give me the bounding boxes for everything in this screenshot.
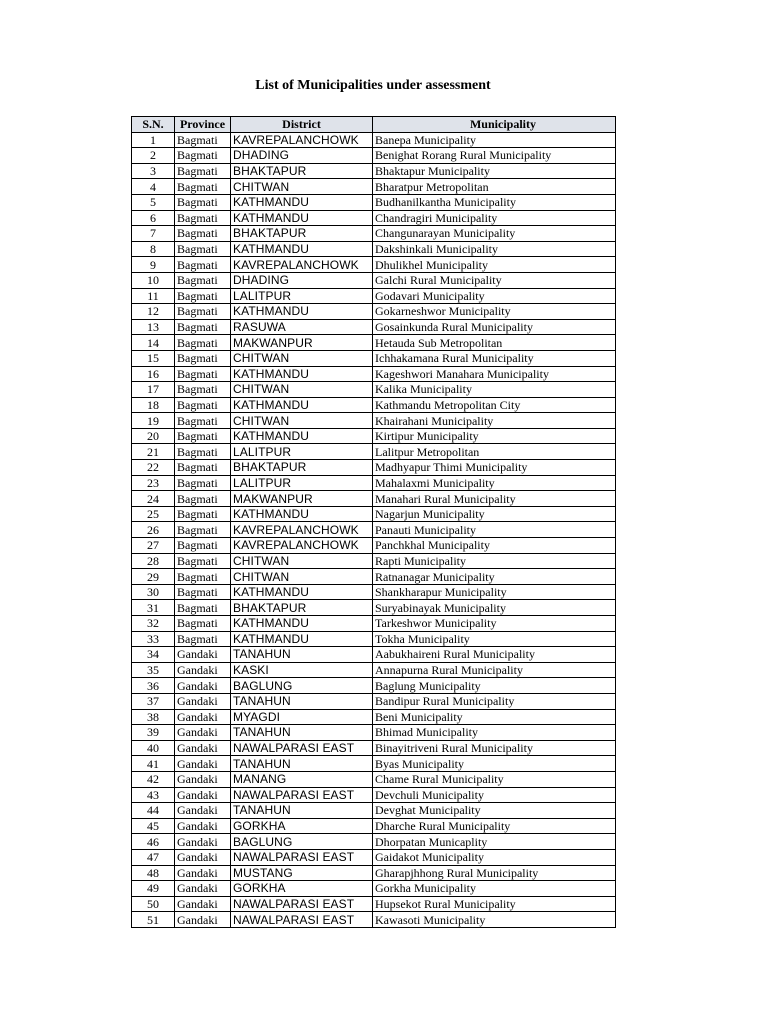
cell-district: DHADING (231, 272, 373, 288)
cell-municipality: Panauti Municipality (373, 522, 616, 538)
cell-sn: 12 (132, 304, 175, 320)
table-row (132, 740, 616, 756)
cell-district: KATHMANDU (231, 304, 373, 320)
cell-province: Bagmati (175, 475, 231, 491)
cell-municipality: Mahalaxmi Municipality (373, 475, 616, 491)
cell-sn: 33 (132, 631, 175, 647)
cell-province: Bagmati (175, 538, 231, 554)
cell-district: NAWALPARASI EAST (231, 787, 373, 803)
cell-province: Bagmati (175, 522, 231, 538)
cell-sn: 6 (132, 210, 175, 226)
cell-municipality: Kageshwori Manahara Municipality (373, 366, 616, 382)
cell-district: KAVREPALANCHOWK (231, 538, 373, 554)
cell-municipality: Chandragiri Municipality (373, 210, 616, 226)
table-row (132, 444, 616, 460)
cell-sn: 44 (132, 803, 175, 819)
cell-sn: 46 (132, 834, 175, 850)
cell-sn: 43 (132, 787, 175, 803)
cell-province: Bagmati (175, 210, 231, 226)
cell-sn: 48 (132, 865, 175, 881)
cell-municipality: Kawasoti Municipality (373, 912, 616, 928)
cell-municipality: Tarkeshwor Municipality (373, 616, 616, 632)
cell-district: LALITPUR (231, 288, 373, 304)
cell-sn: 3 (132, 163, 175, 179)
cell-province: Gandaki (175, 771, 231, 787)
cell-district: GORKHA (231, 881, 373, 897)
table-row (132, 600, 616, 616)
table-row (132, 771, 616, 787)
cell-province: Bagmati (175, 506, 231, 522)
cell-municipality: Bharatpur Metropolitan (373, 179, 616, 195)
cell-sn: 1 (132, 132, 175, 148)
cell-sn: 24 (132, 491, 175, 507)
cell-district: TANAHUN (231, 725, 373, 741)
cell-sn: 10 (132, 272, 175, 288)
table-row (132, 756, 616, 772)
cell-district: KATHMANDU (231, 194, 373, 210)
cell-municipality: Suryabinayak Municipality (373, 600, 616, 616)
cell-sn: 8 (132, 241, 175, 257)
cell-district: NAWALPARASI EAST (231, 849, 373, 865)
cell-province: Bagmati (175, 413, 231, 429)
cell-municipality: Chame Rural Municipality (373, 771, 616, 787)
table-row (132, 475, 616, 491)
cell-sn: 23 (132, 475, 175, 491)
table-row (132, 163, 616, 179)
column-header-district: District (231, 117, 373, 133)
cell-province: Gandaki (175, 803, 231, 819)
cell-municipality: Dhorpatan Municaplity (373, 834, 616, 850)
table-row (132, 647, 616, 663)
table-row (132, 834, 616, 850)
cell-sn: 45 (132, 818, 175, 834)
cell-district: TANAHUN (231, 803, 373, 819)
cell-municipality: Kathmandu Metropolitan City (373, 397, 616, 413)
document-title: List of Municipalities under assessment (255, 78, 491, 93)
cell-province: Gandaki (175, 693, 231, 709)
cell-district: KATHMANDU (231, 631, 373, 647)
cell-province: Gandaki (175, 849, 231, 865)
cell-district: KAVREPALANCHOWK (231, 132, 373, 148)
cell-municipality: Byas Municipality (373, 756, 616, 772)
column-header-municipality: Municipality (373, 117, 616, 133)
cell-district: MYAGDI (231, 709, 373, 725)
cell-sn: 19 (132, 413, 175, 429)
cell-sn: 22 (132, 460, 175, 476)
cell-district: CHITWAN (231, 413, 373, 429)
table-row (132, 725, 616, 741)
table-row (132, 366, 616, 382)
cell-sn: 5 (132, 194, 175, 210)
cell-district: KATHMANDU (231, 397, 373, 413)
cell-municipality: Dakshinkali Municipality (373, 241, 616, 257)
table-row (132, 288, 616, 304)
cell-district: BHAKTAPUR (231, 460, 373, 476)
cell-province: Bagmati (175, 288, 231, 304)
cell-province: Gandaki (175, 818, 231, 834)
cell-sn: 38 (132, 709, 175, 725)
cell-municipality: Godavari Municipality (373, 288, 616, 304)
cell-sn: 25 (132, 506, 175, 522)
cell-sn: 34 (132, 647, 175, 663)
cell-district: TANAHUN (231, 647, 373, 663)
cell-province: Bagmati (175, 366, 231, 382)
cell-sn: 31 (132, 600, 175, 616)
cell-district: CHITWAN (231, 382, 373, 398)
cell-sn: 2 (132, 148, 175, 164)
cell-municipality: Tokha Municipality (373, 631, 616, 647)
cell-province: Bagmati (175, 460, 231, 476)
cell-municipality: Baglung Municipality (373, 678, 616, 694)
cell-province: Bagmati (175, 335, 231, 351)
cell-district: KATHMANDU (231, 241, 373, 257)
table-row (132, 148, 616, 164)
cell-district: BAGLUNG (231, 834, 373, 850)
table-row (132, 709, 616, 725)
cell-sn: 4 (132, 179, 175, 195)
cell-district: CHITWAN (231, 179, 373, 195)
cell-district: LALITPUR (231, 475, 373, 491)
table-body (132, 132, 616, 927)
cell-province: Gandaki (175, 725, 231, 741)
cell-district: GORKHA (231, 818, 373, 834)
table-row (132, 569, 616, 585)
cell-district: KATHMANDU (231, 428, 373, 444)
table-row (132, 460, 616, 476)
cell-district: TANAHUN (231, 756, 373, 772)
cell-district: KATHMANDU (231, 506, 373, 522)
cell-district: TANAHUN (231, 693, 373, 709)
cell-province: Bagmati (175, 132, 231, 148)
cell-sn: 9 (132, 257, 175, 273)
table-row (132, 506, 616, 522)
table-row (132, 304, 616, 320)
cell-municipality: Budhanilkantha Municipality (373, 194, 616, 210)
cell-municipality: Annapurna Rural Municipality (373, 662, 616, 678)
cell-province: Bagmati (175, 148, 231, 164)
cell-province: Bagmati (175, 257, 231, 273)
column-header-sn: S.N. (132, 117, 175, 133)
cell-district: DHADING (231, 148, 373, 164)
cell-sn: 37 (132, 693, 175, 709)
cell-district: MANANG (231, 771, 373, 787)
cell-municipality: Beni Municipality (373, 709, 616, 725)
cell-sn: 27 (132, 538, 175, 554)
cell-province: Bagmati (175, 631, 231, 647)
cell-municipality: Kirtipur Municipality (373, 428, 616, 444)
table-row (132, 179, 616, 195)
cell-municipality: Devchuli Municipality (373, 787, 616, 803)
table-row (132, 865, 616, 881)
cell-province: Bagmati (175, 382, 231, 398)
cell-district: KAVREPALANCHOWK (231, 257, 373, 273)
cell-sn: 36 (132, 678, 175, 694)
cell-municipality: Rapti Municipality (373, 553, 616, 569)
cell-province: Gandaki (175, 647, 231, 663)
table-row (132, 319, 616, 335)
table-row (132, 849, 616, 865)
cell-sn: 26 (132, 522, 175, 538)
cell-municipality: Madhyapur Thimi Municipality (373, 460, 616, 476)
cell-municipality: Hetauda Sub Metropolitan (373, 335, 616, 351)
cell-sn: 30 (132, 584, 175, 600)
cell-province: Bagmati (175, 350, 231, 366)
table-row (132, 397, 616, 413)
table-row (132, 896, 616, 912)
cell-district: LALITPUR (231, 444, 373, 460)
cell-province: Bagmati (175, 444, 231, 460)
cell-province: Gandaki (175, 881, 231, 897)
cell-province: Bagmati (175, 179, 231, 195)
cell-district: NAWALPARASI EAST (231, 896, 373, 912)
cell-district: KASKI (231, 662, 373, 678)
cell-sn: 29 (132, 569, 175, 585)
cell-district: BHAKTAPUR (231, 163, 373, 179)
cell-municipality: Lalitpur Metropolitan (373, 444, 616, 460)
cell-province: Bagmati (175, 304, 231, 320)
cell-district: KATHMANDU (231, 366, 373, 382)
table-row (132, 194, 616, 210)
table-row (132, 413, 616, 429)
header-row (132, 117, 616, 133)
cell-municipality: Gaidakot Municipality (373, 849, 616, 865)
cell-municipality: Bhaktapur Municipality (373, 163, 616, 179)
cell-municipality: Dharche Rural Municipality (373, 818, 616, 834)
cell-municipality: Khairahani Municipality (373, 413, 616, 429)
table-row (132, 272, 616, 288)
cell-district: KATHMANDU (231, 210, 373, 226)
cell-province: Bagmati (175, 428, 231, 444)
table-row (132, 428, 616, 444)
cell-municipality: Changunarayan Municipality (373, 226, 616, 242)
cell-municipality: Gharapjhhong Rural Municipality (373, 865, 616, 881)
cell-district: MUSTANG (231, 865, 373, 881)
cell-province: Bagmati (175, 226, 231, 242)
cell-sn: 50 (132, 896, 175, 912)
table-row (132, 803, 616, 819)
cell-sn: 32 (132, 616, 175, 632)
cell-sn: 28 (132, 553, 175, 569)
cell-district: CHITWAN (231, 350, 373, 366)
cell-municipality: Binayitriveni Rural Municipality (373, 740, 616, 756)
cell-province: Gandaki (175, 709, 231, 725)
cell-municipality: Bhimad Municipality (373, 725, 616, 741)
cell-sn: 20 (132, 428, 175, 444)
cell-district: NAWALPARASI EAST (231, 912, 373, 928)
cell-municipality: Benighat Rorang Rural Municipality (373, 148, 616, 164)
cell-sn: 35 (132, 662, 175, 678)
cell-municipality: Kalika Municipality (373, 382, 616, 398)
cell-sn: 39 (132, 725, 175, 741)
table-row (132, 818, 616, 834)
cell-sn: 51 (132, 912, 175, 928)
table-row (132, 553, 616, 569)
table-row (132, 693, 616, 709)
cell-province: Bagmati (175, 600, 231, 616)
cell-sn: 41 (132, 756, 175, 772)
table-row (132, 787, 616, 803)
table-row (132, 350, 616, 366)
cell-province: Bagmati (175, 491, 231, 507)
cell-sn: 16 (132, 366, 175, 382)
table-row (132, 631, 616, 647)
table-row (132, 382, 616, 398)
cell-municipality: Banepa Municipality (373, 132, 616, 148)
cell-province: Gandaki (175, 865, 231, 881)
cell-district: RASUWA (231, 319, 373, 335)
cell-province: Gandaki (175, 740, 231, 756)
table-row (132, 662, 616, 678)
cell-sn: 18 (132, 397, 175, 413)
cell-district: MAKWANPUR (231, 335, 373, 351)
table-row (132, 678, 616, 694)
cell-sn: 49 (132, 881, 175, 897)
cell-sn: 11 (132, 288, 175, 304)
table-row (132, 210, 616, 226)
cell-sn: 13 (132, 319, 175, 335)
cell-province: Bagmati (175, 553, 231, 569)
cell-municipality: Gorkha Municipality (373, 881, 616, 897)
cell-sn: 40 (132, 740, 175, 756)
table-row (132, 241, 616, 257)
cell-district: BHAKTAPUR (231, 600, 373, 616)
cell-district: MAKWANPUR (231, 491, 373, 507)
cell-sn: 47 (132, 849, 175, 865)
cell-municipality: Manahari Rural Municipality (373, 491, 616, 507)
cell-province: Gandaki (175, 896, 231, 912)
municipality-table (131, 116, 616, 928)
cell-province: Gandaki (175, 834, 231, 850)
table-row (132, 132, 616, 148)
cell-district: KAVREPALANCHOWK (231, 522, 373, 538)
cell-municipality: Bandipur Rural Municipality (373, 693, 616, 709)
cell-province: Gandaki (175, 787, 231, 803)
table-row (132, 584, 616, 600)
cell-sn: 17 (132, 382, 175, 398)
cell-province: Bagmati (175, 241, 231, 257)
cell-municipality: Shankharapur Municipality (373, 584, 616, 600)
cell-sn: 21 (132, 444, 175, 460)
cell-municipality: Ratnanagar Municipality (373, 569, 616, 585)
cell-municipality: Aabukhaireni Rural Municipality (373, 647, 616, 663)
cell-municipality: Panchkhal Municipality (373, 538, 616, 554)
table-row (132, 616, 616, 632)
cell-province: Bagmati (175, 569, 231, 585)
cell-province: Bagmati (175, 584, 231, 600)
cell-province: Gandaki (175, 912, 231, 928)
cell-municipality: Hupsekot Rural Municipality (373, 896, 616, 912)
cell-sn: 7 (132, 226, 175, 242)
column-header-province: Province (175, 117, 231, 133)
table-row (132, 335, 616, 351)
cell-province: Bagmati (175, 616, 231, 632)
cell-municipality: Galchi Rural Municipality (373, 272, 616, 288)
cell-municipality: Gosainkunda Rural Municipality (373, 319, 616, 335)
cell-province: Bagmati (175, 194, 231, 210)
cell-sn: 42 (132, 771, 175, 787)
cell-municipality: Gokarneshwor Municipality (373, 304, 616, 320)
table-row (132, 881, 616, 897)
table-header (132, 117, 616, 133)
cell-province: Bagmati (175, 319, 231, 335)
cell-district: CHITWAN (231, 569, 373, 585)
cell-province: Bagmati (175, 163, 231, 179)
cell-province: Bagmati (175, 397, 231, 413)
table-row (132, 538, 616, 554)
cell-district: BHAKTAPUR (231, 226, 373, 242)
table-row (132, 912, 616, 928)
table-row (132, 491, 616, 507)
cell-municipality: Dhulikhel Municipality (373, 257, 616, 273)
cell-district: KATHMANDU (231, 616, 373, 632)
table-row (132, 257, 616, 273)
cell-district: CHITWAN (231, 553, 373, 569)
cell-district: NAWALPARASI EAST (231, 740, 373, 756)
cell-province: Gandaki (175, 662, 231, 678)
table-row (132, 522, 616, 538)
cell-municipality: Ichhakamana Rural Municipality (373, 350, 616, 366)
cell-district: BAGLUNG (231, 678, 373, 694)
cell-province: Gandaki (175, 678, 231, 694)
cell-sn: 14 (132, 335, 175, 351)
cell-municipality: Nagarjun Municipality (373, 506, 616, 522)
cell-province: Gandaki (175, 756, 231, 772)
cell-sn: 15 (132, 350, 175, 366)
cell-district: KATHMANDU (231, 584, 373, 600)
cell-municipality: Devghat Municipality (373, 803, 616, 819)
cell-province: Bagmati (175, 272, 231, 288)
table-row (132, 226, 616, 242)
